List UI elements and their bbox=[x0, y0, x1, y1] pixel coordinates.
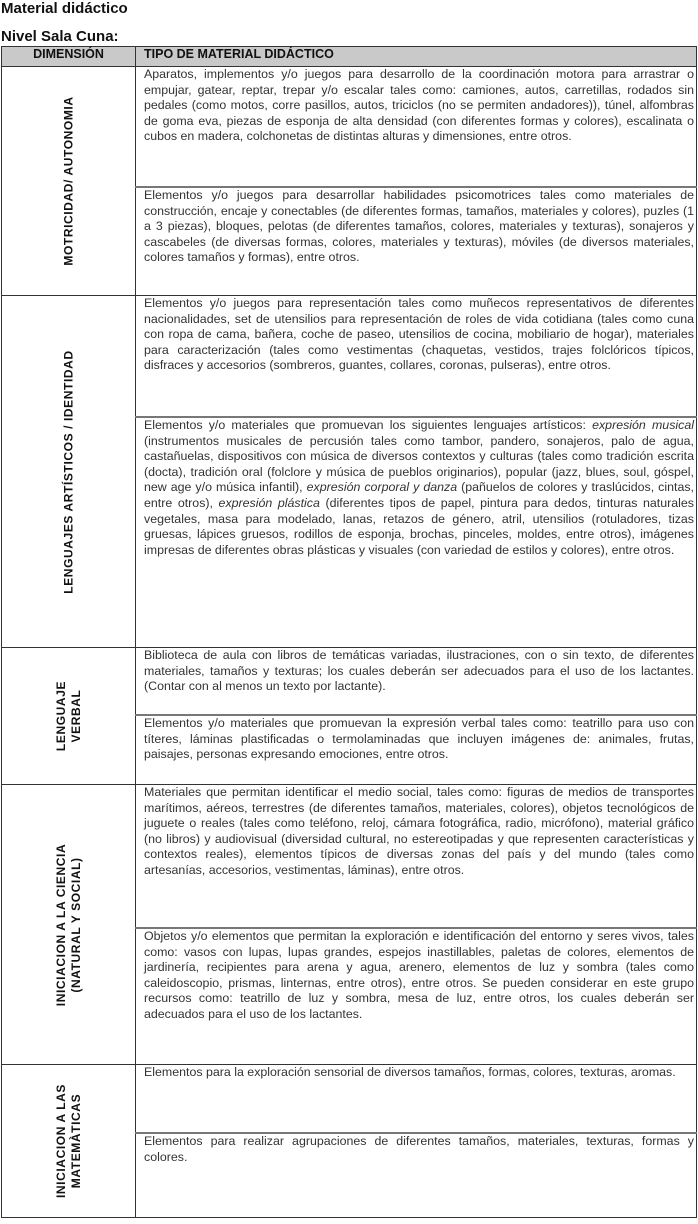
dimension-cell bbox=[2, 1065, 136, 1218]
dimension-label: LENGUAJES ARTÍSTICOS / IDENTIDAD bbox=[61, 349, 75, 594]
dimension-label bbox=[54, 681, 84, 751]
material-table bbox=[1, 46, 697, 1218]
table-row bbox=[2, 648, 697, 716]
dimension-label-line: LENGUAJE bbox=[53, 680, 68, 752]
table-row bbox=[2, 1065, 697, 1134]
corporal-label: expresión corporal y danza bbox=[306, 480, 458, 495]
material-cell: Objetos y/o elementos que permitan la exploración e identificación del entorno y seres vivos, tales como: vasos con lupas, lupas grandes, espejos inastillables, paletas de colores, elementos de jardinería, recipientes para arena y agua, arenero, elementos de luz y sombra (tales como caleidoscopio, prismas, linternas, entre otros), entre otros. Se pueden considerar en este grupo recursos como: teatrillo de luz y sombra, mesa de luz, entre otros, los cuales deberán ser adecuados para el uso de los lactantes. bbox=[136, 928, 697, 1065]
dimension-cell bbox=[2, 785, 136, 1065]
musical-text: (instrumentos musicales de percusión tales como tambor, pandero, sonajeros, palo de agua, castañuelas, dispositivos con música de diversos contextos y culturas (tales como tradición escrita (docta), tradición oral (folclore y música de pueblos originarios), popular (jazz, blues, soul, góspel, new age y/o música infantil), bbox=[144, 433, 694, 495]
document-title: Material didáctico bbox=[1, 0, 128, 17]
dimension-label bbox=[54, 1084, 84, 1198]
corporal-text: (pañuelos de colores y traslúcidos, cintas, entre otros), bbox=[144, 480, 694, 510]
dimension-cell bbox=[2, 648, 136, 785]
material-cell: Aparatos, implementos y/o juegos para desarrollo de la coordinación motora para arrastrar o empujar, gatear, reptar, trepar y/o escalar tales como: camiones, autos, carretillas, rodados sin pedales (como motos, corre pasillos, autos, triciclos (no se permiten andadores)), túnel, alfombras de goma eva, piezas de esponja de alta densidad (con diferentes formas y colores), escalinata o cubos en madera, colchonetas de distintas alturas y dimensiones, entre otros. bbox=[136, 67, 697, 188]
table-row bbox=[2, 785, 697, 929]
dimension-cell bbox=[2, 296, 136, 648]
material-cell: Elementos para realizar agrupaciones de diferentes tamaños, materiales, texturas, formas y colores. bbox=[136, 1133, 697, 1218]
dimension-label-line: VERBAL bbox=[68, 689, 83, 743]
dimension-label-line: (NATURAL Y SOCIAL) bbox=[68, 856, 83, 993]
artistic-intro: Elementos y/o materiales que promuevan los siguientes lenguajes artísticos: bbox=[144, 418, 593, 432]
plastica-label: expresión plástica bbox=[218, 495, 320, 510]
table-row bbox=[2, 67, 697, 188]
plastica-text: (diferentes tipos de papel, pintura para dedos, tinturas naturales vegetales, masa para modelado, lanas, retazos de género, atril, utensilios (rotuladores, tizas gruesas, lápices gruesos, rodillos de esponja, brochas, pinceles, moldes, entre otros), imágenes impresas de diferentes obras plásticas y visuales (con variedad de estilos y colores), entre otros. bbox=[144, 495, 694, 557]
table-row bbox=[2, 296, 697, 418]
material-cell: Materiales que permitan identificar el medio social, tales como: figuras de medios de transportes marítimos, aéreos, terrestres (de diferentes tamaños, materiales, colores), objetos tecnológicos de juguete o reales (tales como teléfono, reloj, cámara fotográfica, radio, micrófono), material gráfico (no libros) y audiovisual (diversidad cultural, no estereotipadas y que representen características y contextos reales), elementos típicos de diversas zonas del país y del mundo (tales como artesanías, accesorios, vestimentas, láminas), entre otros. bbox=[136, 785, 697, 929]
header-material-type: TIPO DE MATERIAL DIDÁCTICO bbox=[136, 47, 697, 67]
dimension-label-line: MATEMÀTICAS bbox=[68, 1093, 83, 1189]
dimension-label bbox=[54, 843, 84, 1005]
material-cell bbox=[136, 417, 697, 648]
material-cell: Elementos y/o juegos para desarrollar habilidades psicomotrices tales como materiales de construcción, encaje y conectables (de diferentes formas, tamaños, materiales y colores), puzles (1 a 3 piezas), bloques, pelotas (de diferentes tamaños, colores, materiales y texturas), sonajeros y cascabeles (de diversas formas, colores, materiales y texturas), móviles (de diversos materiales, colores tamaños y formas), entre otros. bbox=[136, 187, 697, 296]
dimension-label: MOTRICIDAD/ AUTONOMIA bbox=[61, 96, 75, 266]
material-cell: Biblioteca de aula con libros de temáticas variadas, ilustraciones, con o sin texto, de diferentes materiales, tamaños y texturas; los cuales deberán ser adecuados para el uso de los lactantes. (Contar con al menos un texto por lactante). bbox=[136, 648, 697, 716]
material-cell: Elementos y/o materiales que promuevan la expresión verbal tales como: teatrillo para uso con títeres, láminas plastificadas o termolaminadas que incluyen imágenes de: animales, frutas, paisajes, personas expresando emociones, entre otros. bbox=[136, 715, 697, 785]
musical-label: expresión musical bbox=[592, 418, 694, 432]
header-row bbox=[2, 47, 697, 67]
level-heading: Nivel Sala Cuna: bbox=[1, 28, 119, 45]
material-cell: Elementos para la exploración sensorial de diversos tamaños, formas, colores, texturas, aromas. bbox=[136, 1065, 697, 1134]
dimension-label-line: INICIACION A LA CIENCIA bbox=[53, 843, 68, 1006]
header-dimension: DIMENSIÓN bbox=[2, 47, 136, 67]
material-cell: Elementos y/o juegos para representación tales como muñecos representativos de diferentes nacionalidades, set de utensilios para representación de roles de vida cotidiana (tales como cuna con ropa de cama, bañera, coche de paseo, utensilios de cocina, mobiliario de hogar), materiales para caracterización (tales como vestimentas (chaquetas, vestidos, trajes folclóricos típicos, disfraces y accesorios (sombreros, guantes, collares, coronas, pulseras), entre otros. bbox=[136, 296, 697, 418]
dimension-label-line: INICIACION A LAS bbox=[53, 1083, 68, 1199]
dimension-cell bbox=[2, 67, 136, 296]
